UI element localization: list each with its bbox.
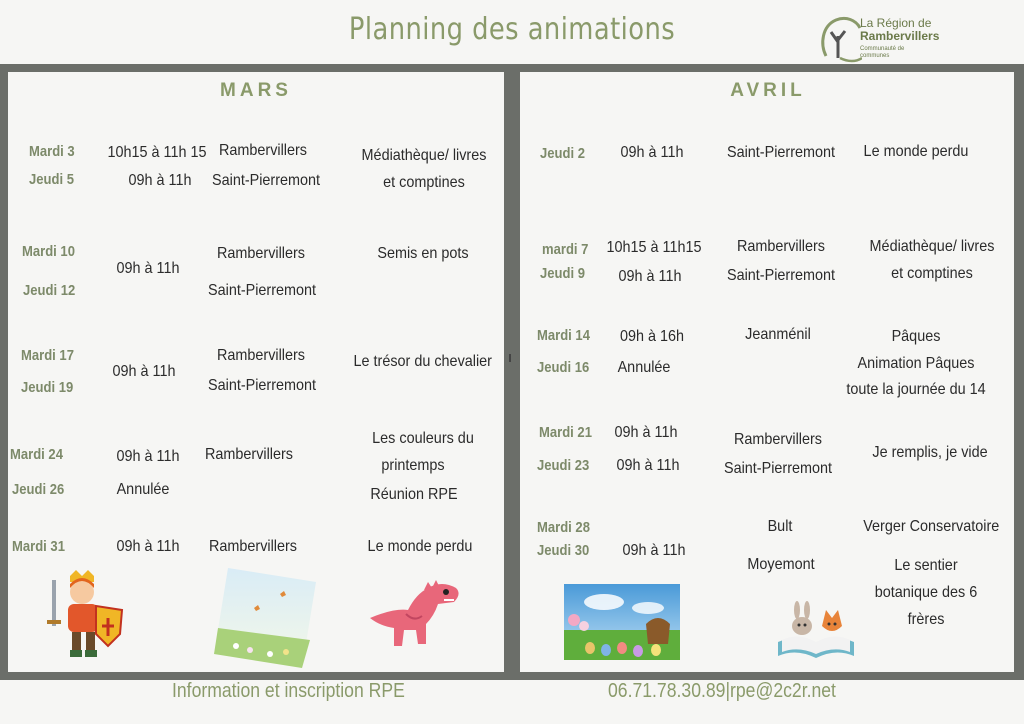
place-label: Rambervillers	[218, 142, 308, 159]
activity-label: Le monde perdu	[367, 538, 473, 555]
day-label: Jeudi 26	[12, 482, 65, 498]
time-label: 09h à 11h	[614, 424, 678, 441]
place-label: Saint-Pierremont	[208, 377, 317, 394]
place-label: Rambervillers	[733, 431, 823, 448]
time-label: 09h à 11h	[116, 538, 180, 555]
activity-label: Réunion RPE	[370, 486, 458, 503]
activity-label: Verger Conservatoire	[863, 518, 1000, 535]
activity-label: Le trésor du chevalier	[353, 353, 492, 370]
time-label: 10h15 à 11h15	[606, 239, 702, 256]
time-label: 09h à 11h	[620, 144, 684, 161]
day-label: Mardi 14	[537, 328, 590, 344]
time-label: 10h15 à 11h 15	[107, 144, 207, 161]
place-label: Rambervillers	[216, 347, 306, 364]
activity-label: Médiathèque/ livres et comptines	[361, 147, 487, 191]
tree-logo-icon	[818, 14, 862, 64]
time-label: 09h à 11h	[622, 542, 686, 559]
footer-contact: 06.71.78.30.89|rpe@2c2r.net	[608, 680, 836, 702]
place-label: Rambervillers	[736, 238, 826, 255]
time-label: 09h à 16h	[619, 328, 685, 345]
place-label: Saint-Pierremont	[723, 460, 833, 477]
day-label: Jeudi 2	[540, 146, 585, 162]
activity-label: Pâques	[891, 328, 941, 345]
activity-label: Médiathèque/ livres et comptines	[869, 238, 995, 282]
activity-label: toute la journée du 14	[846, 381, 986, 398]
day-label: Jeudi 23	[537, 458, 590, 474]
place-label: Bult	[767, 518, 793, 535]
place-label: Saint-Pierremont	[726, 144, 836, 161]
day-label: Mardi 10	[22, 244, 75, 260]
time-label: 09h à 11h	[116, 448, 180, 465]
spring-meadow-image	[214, 568, 316, 668]
place-label: Rambervillers	[216, 245, 306, 262]
time-label: Annulée	[116, 481, 170, 498]
page-title: Planning des animations	[348, 12, 676, 47]
time-label: 09h à 11h	[112, 363, 176, 380]
place-label: Moyemont	[747, 556, 815, 573]
activity-label: printemps	[381, 457, 445, 474]
mars-panel	[8, 72, 504, 672]
knight-icon	[46, 570, 130, 660]
day-label: Mardi 24	[10, 447, 63, 463]
place-label: Rambervillers	[204, 446, 294, 463]
logo: La Région de Rambervillers Communauté de communes	[818, 14, 948, 64]
day-label: Mardi 3	[29, 144, 75, 160]
time-label: 09h à 11h	[116, 260, 180, 277]
activity-label: Le monde perdu	[863, 143, 969, 160]
time-label: 09h à 11h	[128, 172, 192, 189]
divider-dot	[509, 354, 511, 362]
place-label: Saint-Pierremont	[726, 267, 836, 284]
day-label: Mardi 21	[539, 425, 592, 441]
footer-info: Information et inscription RPE	[172, 680, 405, 702]
day-label: Jeudi 30	[537, 543, 590, 559]
place-label: Saint-Pierremont	[208, 282, 317, 299]
day-label: Jeudi 9	[540, 266, 585, 282]
month-title-avril: AVRIL	[730, 80, 806, 101]
day-label: Mardi 17	[21, 348, 74, 364]
day-label: Mardi 31	[12, 539, 65, 555]
activity-label: Le sentier botanique des 6 frères	[874, 557, 978, 628]
place-label: Saint-Pierremont	[212, 172, 321, 189]
dinosaur-icon	[364, 572, 464, 652]
activity-label: Les couleurs du	[372, 430, 474, 447]
avril-panel	[520, 72, 1014, 672]
activity-label: Je remplis, je vide	[872, 444, 988, 461]
time-label: 09h à 11h	[616, 457, 680, 474]
activity-label: Semis en pots	[377, 245, 469, 262]
day-label: Jeudi 12	[23, 283, 76, 299]
day-label: Mardi 28	[537, 520, 590, 536]
day-label: Jeudi 5	[29, 172, 74, 188]
bunny-book-icon	[772, 596, 860, 660]
day-label: Jeudi 16	[537, 360, 590, 376]
day-label: mardi 7	[542, 242, 589, 258]
time-label: Annulée	[617, 359, 671, 376]
day-label: Jeudi 19	[21, 380, 74, 396]
place-label: Jeanménil	[745, 326, 811, 343]
month-title-mars: MARS	[220, 80, 292, 101]
time-label: 09h à 11h	[618, 268, 682, 285]
place-label: Rambervillers	[208, 538, 298, 555]
easter-meadow-image	[564, 584, 680, 660]
activity-label: Animation Pâques	[857, 355, 975, 372]
